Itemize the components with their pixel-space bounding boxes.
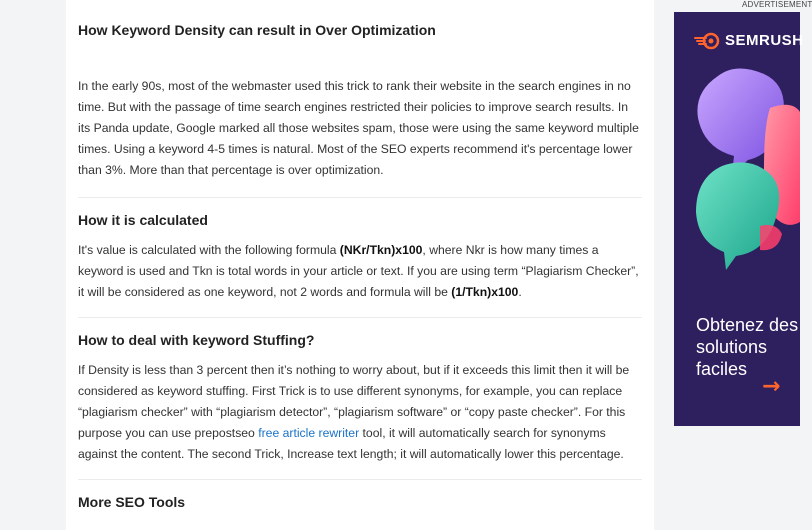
section-more-seo-tools [78, 480, 642, 510]
section-body: In the early 90s, most of the webmaster used this trick to rank their website in the search engines in no time. But with the passage of time search engines restricted their policies to improve search results. In its Panda update, Google marked all those websites spam, those were using the same keyword multiple times. Using a keyword 4-5 times is natural. Most of the SEO experts recommend it's percentage lower than 3%. More than that percentage is over optimization. [78, 79, 639, 177]
free-article-rewriter-link[interactable]: free article rewriter [258, 426, 360, 440]
section-heading: How Keyword Density can result in Over Optimization [78, 22, 436, 38]
section-heading: How to deal with keyword Stuffing? [78, 332, 315, 348]
advertisement-label: ADVERTISEMENT [742, 0, 812, 9]
ad-arrow-icon: → [762, 374, 781, 399]
formula-text: (1/Tkn)x100 [451, 285, 519, 299]
semrush-logo [694, 32, 804, 49]
semrush-brand: SEMRUSH [725, 32, 804, 49]
body-text: . [518, 285, 522, 299]
ad-headline-clip [674, 312, 800, 399]
body-text: It's value is calculated with the following formula [78, 243, 340, 257]
ad-headline: Obtenez des solutions faciles [696, 315, 799, 379]
chat-bubbles-illustration [674, 56, 800, 316]
body-text: tool, it will automatically search for synonyms against the content. The second Trick, Increase text length; it will automatically lower this percentage. [78, 426, 624, 461]
body-text: , where Nkr is how many times a keyword is used and Tkn is total words in your article or text. If you are using term “Plagiarism Checker”, it will be considered as one keyword, not 2 words and formula will be [78, 243, 639, 299]
section-over-optimization [78, 0, 642, 198]
section-how-calculated [78, 198, 642, 318]
article-content [66, 0, 654, 530]
section-heading: More SEO Tools [78, 494, 186, 510]
section-body [78, 240, 642, 303]
semrush-flame-icon [694, 33, 720, 49]
advertisement-banner[interactable] [674, 12, 804, 426]
body-text: If Density is less than 3 percent then it’s nothing to worry about, but if it exceeds this limit then it will be considered as keyword stuffing. First Trick is to use different synonyms, for example, you can replace “plagiarism checker” with “plagiarism detector”, “plagiarism software” or “copy paste checker”. For this purpose you can use prepostseo [78, 363, 630, 440]
formula-text: (NKr/Tkn)x100 [339, 243, 423, 257]
section-heading: How it is calculated [78, 212, 208, 228]
section-keyword-stuffing [78, 318, 642, 480]
section-body [78, 360, 642, 465]
